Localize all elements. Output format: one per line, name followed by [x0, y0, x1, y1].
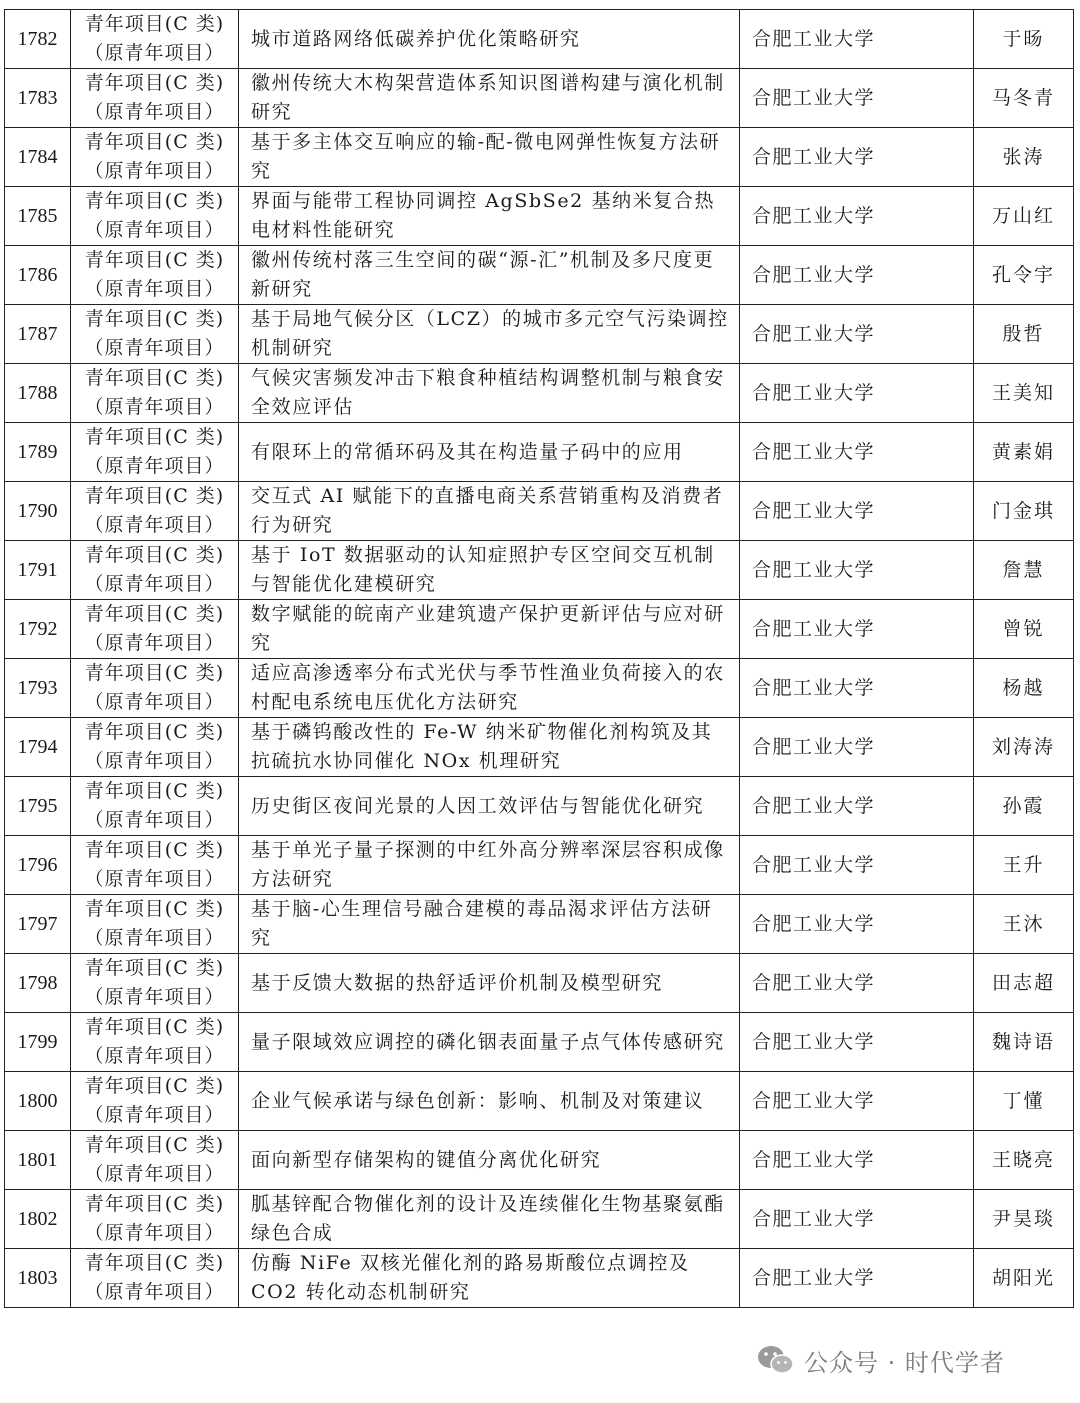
row-number: 1802 [5, 1190, 71, 1249]
institution: 合肥工业大学 [740, 895, 974, 954]
institution: 合肥工业大学 [740, 659, 974, 718]
project-title: 基于多主体交互响应的输-配-微电网弹性恢复方法研究 [239, 128, 740, 187]
project-category [71, 1072, 239, 1131]
principal-investigator: 丁懂 [974, 1072, 1074, 1131]
table-row [5, 836, 1074, 895]
table-row [5, 777, 1074, 836]
category-line: （原青年项目） [84, 514, 225, 536]
table-row [5, 659, 1074, 718]
category-line: （原青年项目） [84, 691, 225, 713]
table-row [5, 305, 1074, 364]
row-number: 1803 [5, 1249, 71, 1308]
principal-investigator: 于旸 [974, 10, 1074, 69]
project-title: 企业气候承诺与绿色创新：影响、机制及对策建议 [239, 1072, 740, 1131]
project-category [71, 718, 239, 777]
row-number: 1800 [5, 1072, 71, 1131]
project-category [71, 423, 239, 482]
project-category [71, 1190, 239, 1249]
row-number: 1795 [5, 777, 71, 836]
project-category [71, 600, 239, 659]
institution: 合肥工业大学 [740, 423, 974, 482]
row-number: 1789 [5, 423, 71, 482]
row-number: 1784 [5, 128, 71, 187]
project-title: 界面与能带工程协同调控 AgSbSe2 基纳米复合热电材料性能研究 [239, 187, 740, 246]
category-line: 青年项目(C 类) [84, 308, 225, 330]
category-line: （原青年项目） [84, 927, 225, 949]
category-line: （原青年项目） [84, 1281, 225, 1303]
category-line: （原青年项目） [84, 396, 225, 418]
table-row [5, 10, 1074, 69]
principal-investigator: 万山红 [974, 187, 1074, 246]
principal-investigator: 胡阳光 [974, 1249, 1074, 1308]
project-title: 基于磷钨酸改性的 Fe-W 纳米矿物催化剂构筑及其抗硫抗水协同催化 NOx 机理研究 [239, 718, 740, 777]
table-row [5, 954, 1074, 1013]
table-row [5, 718, 1074, 777]
category-line: （原青年项目） [84, 809, 225, 831]
category-line: 青年项目(C 类) [84, 426, 225, 448]
table-row [5, 423, 1074, 482]
project-title: 基于脑-心生理信号融合建模的毒品渴求评估方法研究 [239, 895, 740, 954]
table-row [5, 482, 1074, 541]
principal-investigator: 孙霞 [974, 777, 1074, 836]
principal-investigator: 王晓亮 [974, 1131, 1074, 1190]
category-line: （原青年项目） [84, 573, 225, 595]
project-category [71, 305, 239, 364]
project-title: 城市道路网络低碳养护优化策略研究 [239, 10, 740, 69]
project-category [71, 128, 239, 187]
category-line: 青年项目(C 类) [84, 957, 225, 979]
project-category [71, 1249, 239, 1308]
category-line: 青年项目(C 类) [84, 839, 225, 861]
category-line: 青年项目(C 类) [84, 544, 225, 566]
table-row [5, 541, 1074, 600]
table-row [5, 1190, 1074, 1249]
project-category [71, 777, 239, 836]
category-line: 青年项目(C 类) [84, 1252, 225, 1274]
project-title: 适应高渗透率分布式光伏与季节性渔业负荷接入的农村配电系统电压优化方法研究 [239, 659, 740, 718]
institution: 合肥工业大学 [740, 246, 974, 305]
watermark [756, 1340, 1005, 1380]
category-line: 青年项目(C 类) [84, 72, 225, 94]
category-line: （原青年项目） [84, 42, 225, 64]
row-number: 1792 [5, 600, 71, 659]
principal-investigator: 詹慧 [974, 541, 1074, 600]
institution: 合肥工业大学 [740, 1190, 974, 1249]
project-title: 交互式 AI 赋能下的直播电商关系营销重构及消费者行为研究 [239, 482, 740, 541]
project-category [71, 541, 239, 600]
project-category [71, 482, 239, 541]
category-line: 青年项目(C 类) [84, 662, 225, 684]
row-number: 1798 [5, 954, 71, 1013]
principal-investigator: 田志超 [974, 954, 1074, 1013]
table-row [5, 246, 1074, 305]
institution: 合肥工业大学 [740, 305, 974, 364]
category-line: 青年项目(C 类) [84, 1193, 225, 1215]
project-category [71, 1013, 239, 1072]
principal-investigator: 黄素娟 [974, 423, 1074, 482]
project-title: 胍基锌配合物催化剂的设计及连续催化生物基聚氨酯绿色合成 [239, 1190, 740, 1249]
project-title: 气候灾害频发冲击下粮食种植结构调整机制与粮食安全效应评估 [239, 364, 740, 423]
institution: 合肥工业大学 [740, 364, 974, 423]
institution: 合肥工业大学 [740, 1131, 974, 1190]
project-title: 有限环上的常循环码及其在构造量子码中的应用 [239, 423, 740, 482]
category-line: （原青年项目） [84, 160, 225, 182]
table-row [5, 364, 1074, 423]
row-number: 1783 [5, 69, 71, 128]
project-title: 徽州传统大木构架营造体系知识图谱构建与演化机制研究 [239, 69, 740, 128]
category-line: （原青年项目） [84, 337, 225, 359]
project-title: 基于局地气候分区（LCZ）的城市多元空气污染调控机制研究 [239, 305, 740, 364]
table-row [5, 895, 1074, 954]
institution: 合肥工业大学 [740, 1013, 974, 1072]
category-line: （原青年项目） [84, 1222, 225, 1244]
row-number: 1799 [5, 1013, 71, 1072]
principal-investigator: 张涛 [974, 128, 1074, 187]
category-line: （原青年项目） [84, 101, 225, 123]
institution: 合肥工业大学 [740, 541, 974, 600]
table-row [5, 1131, 1074, 1190]
row-number: 1793 [5, 659, 71, 718]
project-title: 历史街区夜间光景的人因工效评估与智能优化研究 [239, 777, 740, 836]
row-number: 1787 [5, 305, 71, 364]
project-category [71, 10, 239, 69]
principal-investigator: 马冬青 [974, 69, 1074, 128]
project-table-body [5, 10, 1074, 1308]
principal-investigator: 尹昊琰 [974, 1190, 1074, 1249]
table-row [5, 1013, 1074, 1072]
wechat-icon [756, 1343, 796, 1377]
project-title: 量子限域效应调控的磷化铟表面量子点气体传感研究 [239, 1013, 740, 1072]
row-number: 1797 [5, 895, 71, 954]
category-line: （原青年项目） [84, 632, 225, 654]
row-number: 1786 [5, 246, 71, 305]
project-title: 基于 IoT 数据驱动的认知症照护专区空间交互机制与智能优化建模研究 [239, 541, 740, 600]
project-category [71, 246, 239, 305]
project-title: 徽州传统村落三生空间的碳“源-汇”机制及多尺度更新研究 [239, 246, 740, 305]
project-category [71, 187, 239, 246]
row-number: 1796 [5, 836, 71, 895]
category-line: 青年项目(C 类) [84, 190, 225, 212]
category-line: 青年项目(C 类) [84, 1016, 225, 1038]
project-title: 仿酶 NiFe 双核光催化剂的路易斯酸位点调控及 CO2 转化动态机制研究 [239, 1249, 740, 1308]
row-number: 1790 [5, 482, 71, 541]
category-line: 青年项目(C 类) [84, 131, 225, 153]
row-number: 1782 [5, 10, 71, 69]
watermark-text: 公众号 · 时代学者 [804, 1348, 1005, 1377]
category-line: 青年项目(C 类) [84, 1075, 225, 1097]
table-row [5, 187, 1074, 246]
category-line: （原青年项目） [84, 455, 225, 477]
category-line: （原青年项目） [84, 278, 225, 300]
category-line: （原青年项目） [84, 1104, 225, 1126]
principal-investigator: 孔令宇 [974, 246, 1074, 305]
institution: 合肥工业大学 [740, 128, 974, 187]
row-number: 1794 [5, 718, 71, 777]
project-category [71, 1131, 239, 1190]
category-line: 青年项目(C 类) [84, 721, 225, 743]
project-category [71, 836, 239, 895]
institution: 合肥工业大学 [740, 777, 974, 836]
category-line: 青年项目(C 类) [84, 367, 225, 389]
table-row [5, 1072, 1074, 1131]
institution: 合肥工业大学 [740, 10, 974, 69]
institution: 合肥工业大学 [740, 187, 974, 246]
institution: 合肥工业大学 [740, 600, 974, 659]
category-line: （原青年项目） [84, 1163, 225, 1185]
category-line: 青年项目(C 类) [84, 1134, 225, 1156]
project-category [71, 659, 239, 718]
row-number: 1785 [5, 187, 71, 246]
row-number: 1788 [5, 364, 71, 423]
project-category [71, 895, 239, 954]
project-category [71, 364, 239, 423]
category-line: 青年项目(C 类) [84, 780, 225, 802]
project-title: 面向新型存储架构的键值分离优化研究 [239, 1131, 740, 1190]
category-line: （原青年项目） [84, 750, 225, 772]
project-table [4, 9, 1074, 1308]
category-line: （原青年项目） [84, 219, 225, 241]
institution: 合肥工业大学 [740, 954, 974, 1013]
row-number: 1801 [5, 1131, 71, 1190]
principal-investigator: 门金琪 [974, 482, 1074, 541]
category-line: 青年项目(C 类) [84, 13, 225, 35]
principal-investigator: 殷哲 [974, 305, 1074, 364]
institution: 合肥工业大学 [740, 718, 974, 777]
category-line: （原青年项目） [84, 986, 225, 1008]
table-row [5, 600, 1074, 659]
table-row [5, 69, 1074, 128]
principal-investigator: 杨越 [974, 659, 1074, 718]
project-title: 数字赋能的皖南产业建筑遗产保护更新评估与应对研究 [239, 600, 740, 659]
project-title: 基于反馈大数据的热舒适评价机制及模型研究 [239, 954, 740, 1013]
row-number: 1791 [5, 541, 71, 600]
principal-investigator: 王升 [974, 836, 1074, 895]
institution: 合肥工业大学 [740, 69, 974, 128]
principal-investigator: 刘涛涛 [974, 718, 1074, 777]
institution: 合肥工业大学 [740, 1072, 974, 1131]
category-line: 青年项目(C 类) [84, 485, 225, 507]
category-line: 青年项目(C 类) [84, 603, 225, 625]
principal-investigator: 王美知 [974, 364, 1074, 423]
table-row [5, 1249, 1074, 1308]
category-line: 青年项目(C 类) [84, 898, 225, 920]
category-line: （原青年项目） [84, 868, 225, 890]
principal-investigator: 魏诗语 [974, 1013, 1074, 1072]
table-row [5, 128, 1074, 187]
project-title: 基于单光子量子探测的中红外高分辨率深层容积成像方法研究 [239, 836, 740, 895]
principal-investigator: 曾锐 [974, 600, 1074, 659]
category-line: 青年项目(C 类) [84, 249, 225, 271]
project-category [71, 69, 239, 128]
institution: 合肥工业大学 [740, 836, 974, 895]
category-line: （原青年项目） [84, 1045, 225, 1067]
principal-investigator: 王沐 [974, 895, 1074, 954]
institution: 合肥工业大学 [740, 482, 974, 541]
project-category [71, 954, 239, 1013]
institution: 合肥工业大学 [740, 1249, 974, 1308]
